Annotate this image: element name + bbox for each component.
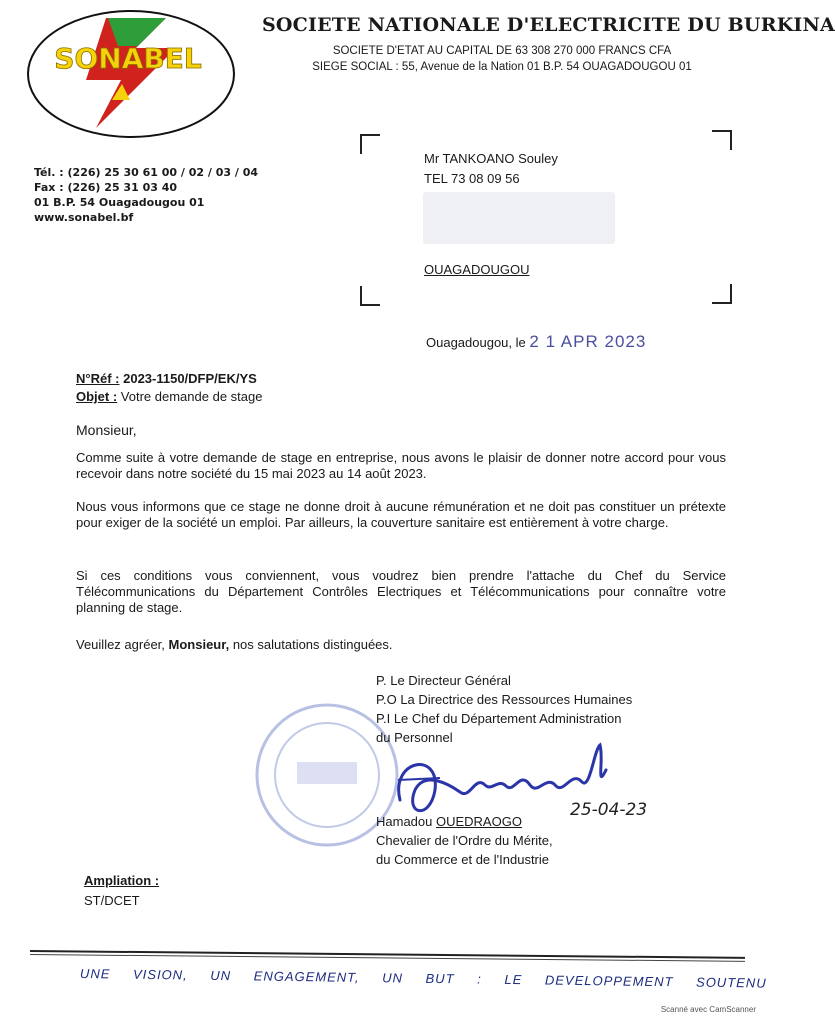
closing-after: nos salutations distinguées.	[229, 637, 393, 652]
paragraph-acceptance: Comme suite à votre demande de stage en entreprise, nous avons le plaisir de donner notre accord pour vous recevoir dans notre société du 15 mai 2023 au 14 août 2023.	[76, 450, 726, 481]
reference-value: 2023-1150/DFP/EK/YS	[123, 371, 257, 386]
closing-bold: Monsieur,	[168, 637, 230, 652]
company-address: SIEGE SOCIAL : 55, Avenue de la Nation 01 B.P. 54 OUAGADOUGOU 01	[312, 61, 692, 73]
redacted-area	[423, 192, 615, 244]
scan-credit: Scanné avec CamScanner	[660, 1005, 756, 1014]
signatory-distinction: Chevalier de l'Ordre du Mérite,	[376, 833, 553, 848]
salutation: Monsieur,	[76, 422, 137, 438]
company-capital: SOCIETE D'ETAT AU CAPITAL DE 63 308 270 000 FRANCS CFA	[332, 45, 672, 57]
signatory-name	[376, 814, 522, 829]
corner-mark	[360, 134, 380, 154]
company-name: SOCIETE NATIONALE D'ELECTRICITE DU BURKINA	[262, 14, 835, 36]
signatory-first-name: Hamadou	[376, 814, 436, 829]
closing-formula	[76, 637, 726, 653]
recipient-phone: TEL 73 08 09 56	[424, 171, 520, 186]
signature-line: P.I Le Chef du Département Administration	[376, 711, 622, 726]
contact-website: www.sonabel.bf	[34, 211, 134, 224]
letter-date	[426, 332, 646, 352]
signature-line: P.O La Directrice des Ressources Humaines	[376, 692, 633, 707]
subject-value: Votre demande de stage	[120, 389, 263, 404]
signature-line: du Personnel	[376, 730, 453, 745]
sonabel-logo	[26, 8, 236, 140]
logo-wordmark: SONABEL	[54, 42, 202, 75]
closing-before: Veuillez agréer,	[76, 637, 169, 652]
reference-line	[76, 371, 726, 387]
subject-line	[76, 389, 726, 405]
contact-fax: Fax : (226) 25 31 03 40	[34, 181, 178, 194]
signatory-last-name: OUEDRAOGO	[435, 814, 522, 829]
contact-postbox: 01 B.P. 54 Ouagadougou 01	[34, 196, 205, 209]
signatory-distinction: du Commerce et de l'Industrie	[376, 852, 550, 867]
subject-label: Objet :	[76, 389, 118, 404]
company-motto: UNE VISION, UN ENGAGEMENT, UN BUT : LE DEVELOPPEMENT SOUTENU	[79, 966, 767, 991]
corner-mark	[712, 284, 732, 304]
recipient-city: OUAGADOUGOU	[424, 262, 530, 277]
signature-line: P. Le Directeur Général	[376, 673, 511, 688]
ampliation-value: ST/DCET	[84, 893, 140, 908]
date-prefix: Ouagadougou, le	[426, 335, 526, 350]
contact-phone: Tél. : (226) 25 30 61 00 / 02 / 03 / 04	[34, 166, 259, 179]
corner-mark	[360, 286, 380, 306]
paragraph-contact: Si ces conditions vous conviennent, vous voudrez bien prendre l'attache du Chef du Service Télécommunications du Département Contrôles Electriques et Télécommunications pour connaître votre planning de stage.	[76, 568, 726, 615]
date-stamp: 2 1 APR 2023	[529, 332, 647, 351]
reference-label: N°Réf :	[76, 371, 120, 386]
ampliation-label: Ampliation :	[84, 873, 160, 888]
paragraph-conditions: Nous vous informons que ce stage ne donne droit à aucune rémunération et ne doit pas constituer un prétexte pour exiger de la société un emploi. Par ailleurs, la couverture sanitaire est entièrement à votre charge.	[76, 499, 726, 530]
recipient-name: Mr TANKOANO Souley	[424, 151, 558, 166]
corner-mark	[712, 130, 732, 150]
handwritten-date: 25-04-23	[570, 800, 648, 820]
